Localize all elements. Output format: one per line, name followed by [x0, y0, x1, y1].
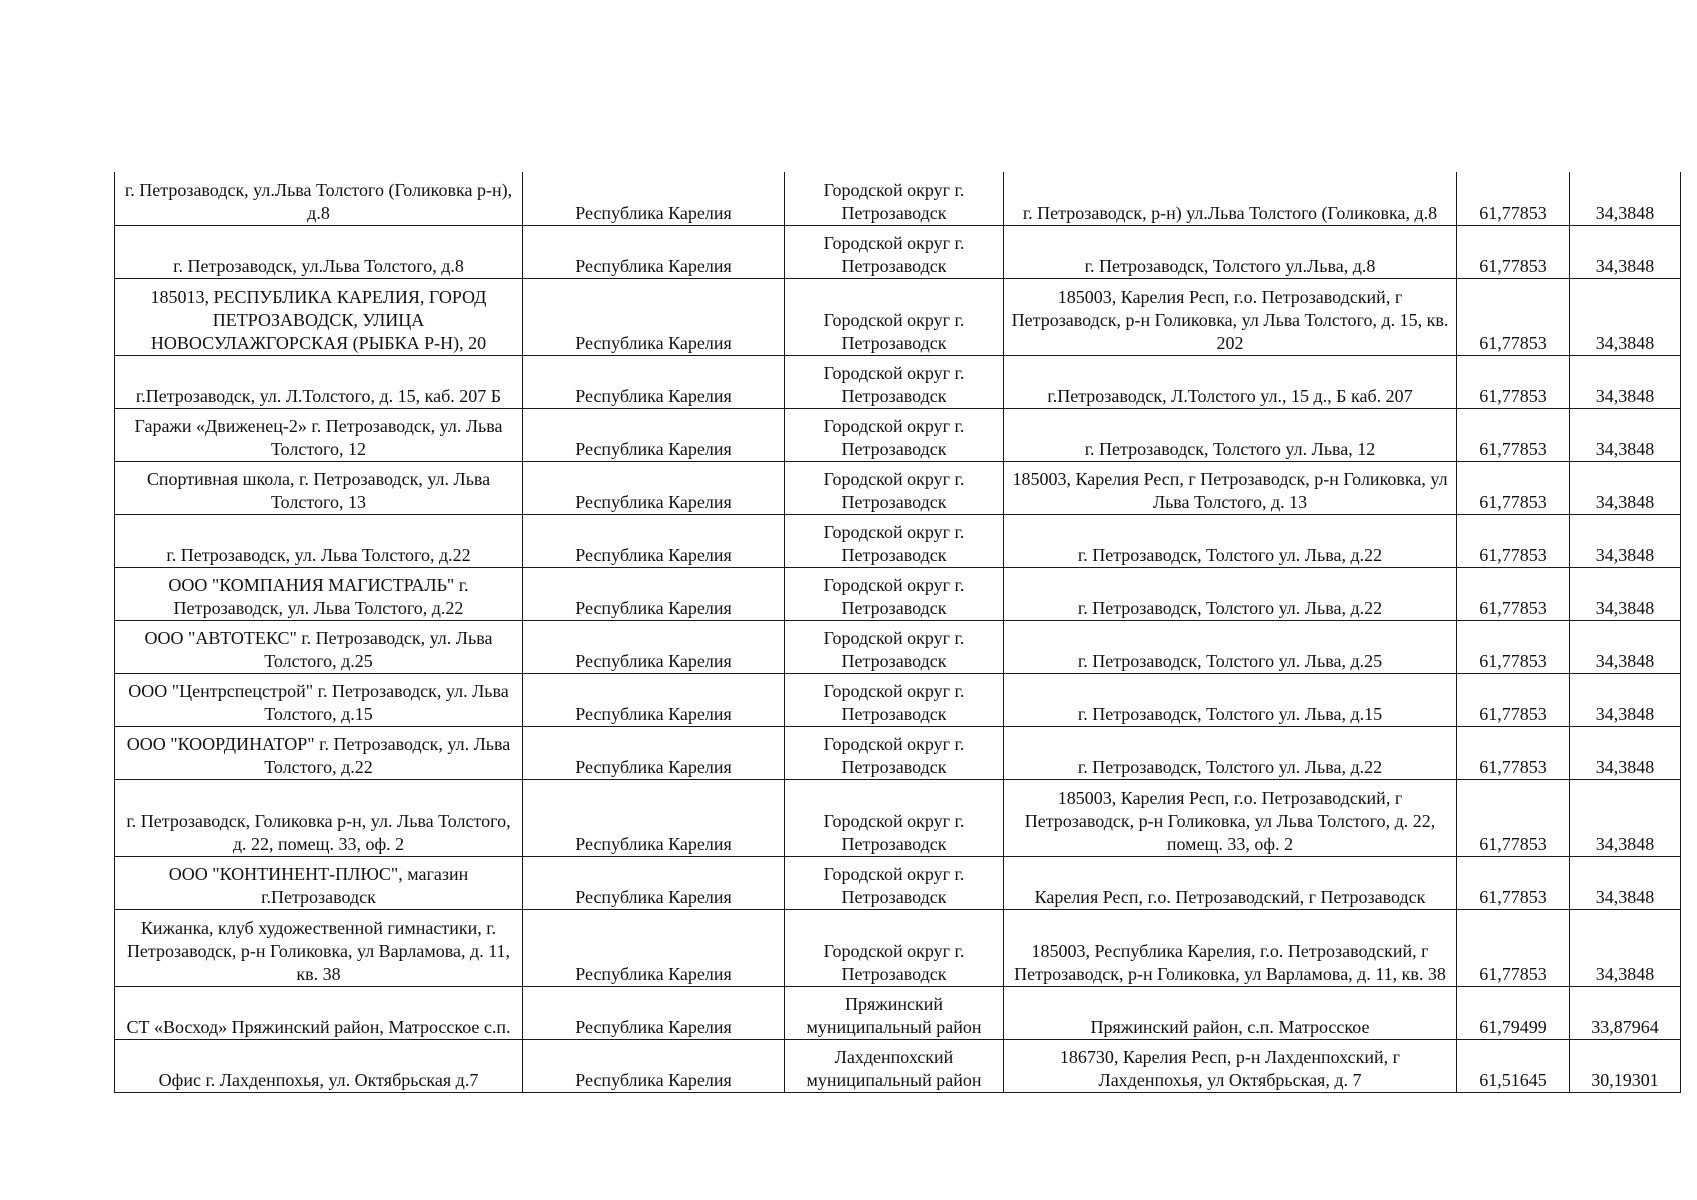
cell-municipality: Городской округ г. Петрозаводск	[785, 278, 1004, 355]
cell-geo-address: Пряжинский район, с.п. Матросское	[1004, 986, 1457, 1039]
cell-geo-address: г. Петрозаводск, Толстого ул. Льва, д.22	[1004, 514, 1457, 567]
cell-address: Офис г. Лахденпохья, ул. Октябрьская д.7	[115, 1039, 523, 1092]
cell-latitude: 61,77853	[1457, 673, 1570, 726]
cell-longitude: 33,87964	[1570, 986, 1681, 1039]
table-row	[115, 726, 1681, 779]
table-row	[115, 779, 1681, 856]
cell-latitude: 61,77853	[1457, 278, 1570, 355]
cell-address: ООО "Центрспецстрой" г. Петрозаводск, ул. Льва Толстого, д.15	[115, 673, 523, 726]
locations-table	[114, 172, 1681, 1093]
cell-longitude: 34,3848	[1570, 620, 1681, 673]
cell-region: Республика Карелия	[523, 172, 785, 225]
cell-longitude: 34,3848	[1570, 355, 1681, 408]
cell-address: ООО "АВТОТЕКС" г. Петрозаводск, ул. Льва Толстого, д.25	[115, 620, 523, 673]
cell-municipality: Городской округ г. Петрозаводск	[785, 172, 1004, 225]
cell-address: Кижанка, клуб художественной гимнастики, г. Петрозаводск, р-н Голиковка, ул Варламова, д. 11, кв. 38	[115, 909, 523, 986]
table-row	[115, 856, 1681, 909]
cell-geo-address: г. Петрозаводск, Толстого ул.Льва, д.8	[1004, 225, 1457, 278]
table-row	[115, 514, 1681, 567]
cell-region: Республика Карелия	[523, 355, 785, 408]
cell-address: Гаражи «Движенец-2» г. Петрозаводск, ул. Льва Толстого, 12	[115, 408, 523, 461]
cell-longitude: 34,3848	[1570, 225, 1681, 278]
cell-municipality: Городской округ г. Петрозаводск	[785, 225, 1004, 278]
cell-longitude: 34,3848	[1570, 567, 1681, 620]
cell-region: Республика Карелия	[523, 1039, 785, 1092]
cell-address: ООО "КООРДИНАТОР" г. Петрозаводск, ул. Льва Толстого, д.22	[115, 726, 523, 779]
cell-address: г.Петрозаводск, ул. Л.Толстого, д. 15, каб. 207 Б	[115, 355, 523, 408]
cell-latitude: 61,77853	[1457, 408, 1570, 461]
table-row	[115, 225, 1681, 278]
cell-geo-address: 185003, Карелия Респ, г.о. Петрозаводский, г Петрозаводск, р-н Голиковка, ул Льва Толстого, д. 22, помещ. 33, оф. 2	[1004, 779, 1457, 856]
table-row	[115, 673, 1681, 726]
cell-address: СТ «Восход» Пряжинский район, Матросское с.п.	[115, 986, 523, 1039]
cell-latitude: 61,77853	[1457, 726, 1570, 779]
cell-longitude: 34,3848	[1570, 278, 1681, 355]
cell-longitude: 34,3848	[1570, 856, 1681, 909]
document-sheet	[114, 172, 1680, 1093]
cell-address: 185013, РЕСПУБЛИКА КАРЕЛИЯ, ГОРОД ПЕТРОЗАВОДСК, УЛИЦА НОВОСУЛАЖГОРСКАЯ (РЫБКА Р-Н), 20	[115, 278, 523, 355]
cell-address: Спортивная школа, г. Петрозаводск, ул. Льва Толстого, 13	[115, 461, 523, 514]
cell-address: г. Петрозаводск, ул. Льва Толстого, д.22	[115, 514, 523, 567]
cell-address: ООО "КОМПАНИЯ МАГИСТРАЛЬ" г. Петрозаводск, ул. Льва Толстого, д.22	[115, 567, 523, 620]
cell-geo-address: 185003, Республика Карелия, г.о. Петрозаводский, г Петрозаводск, р-н Голиковка, ул Варламова, д. 11, кв. 38	[1004, 909, 1457, 986]
cell-geo-address: 185003, Карелия Респ, г.о. Петрозаводский, г Петрозаводск, р-н Голиковка, ул Льва Толстого, д. 15, кв. 202	[1004, 278, 1457, 355]
cell-geo-address: г. Петрозаводск, Толстого ул. Льва, д.25	[1004, 620, 1457, 673]
cell-municipality: Пряжинский муниципальный район	[785, 986, 1004, 1039]
cell-longitude: 34,3848	[1570, 514, 1681, 567]
cell-region: Республика Карелия	[523, 461, 785, 514]
cell-address: г. Петрозаводск, ул.Льва Толстого, д.8	[115, 225, 523, 278]
cell-region: Республика Карелия	[523, 986, 785, 1039]
cell-longitude: 34,3848	[1570, 779, 1681, 856]
cell-municipality: Городской округ г. Петрозаводск	[785, 779, 1004, 856]
cell-geo-address: г. Петрозаводск, р-н) ул.Льва Толстого (Голиковка, д.8	[1004, 172, 1457, 225]
cell-region: Республика Карелия	[523, 673, 785, 726]
cell-latitude: 61,77853	[1457, 620, 1570, 673]
cell-municipality: Городской округ г. Петрозаводск	[785, 514, 1004, 567]
cell-geo-address: г. Петрозаводск, Толстого ул. Льва, д.15	[1004, 673, 1457, 726]
cell-longitude: 34,3848	[1570, 673, 1681, 726]
cell-longitude: 34,3848	[1570, 172, 1681, 225]
cell-region: Республика Карелия	[523, 909, 785, 986]
cell-latitude: 61,77853	[1457, 172, 1570, 225]
cell-latitude: 61,77853	[1457, 909, 1570, 986]
cell-geo-address: г. Петрозаводск, Толстого ул. Льва, д.22	[1004, 726, 1457, 779]
table-row	[115, 567, 1681, 620]
cell-municipality: Городской округ г. Петрозаводск	[785, 726, 1004, 779]
cell-municipality: Городской округ г. Петрозаводск	[785, 567, 1004, 620]
table-row	[115, 172, 1681, 225]
cell-municipality: Лахденпохский муниципальный район	[785, 1039, 1004, 1092]
cell-longitude: 34,3848	[1570, 461, 1681, 514]
cell-region: Республика Карелия	[523, 567, 785, 620]
cell-latitude: 61,77853	[1457, 567, 1570, 620]
cell-longitude: 34,3848	[1570, 408, 1681, 461]
cell-latitude: 61,77853	[1457, 355, 1570, 408]
cell-region: Республика Карелия	[523, 408, 785, 461]
cell-region: Республика Карелия	[523, 856, 785, 909]
cell-latitude: 61,77853	[1457, 856, 1570, 909]
table-row	[115, 909, 1681, 986]
cell-region: Республика Карелия	[523, 779, 785, 856]
cell-latitude: 61,51645	[1457, 1039, 1570, 1092]
cell-region: Республика Карелия	[523, 278, 785, 355]
cell-municipality: Городской округ г. Петрозаводск	[785, 620, 1004, 673]
table-row	[115, 278, 1681, 355]
cell-address: ООО "КОНТИНЕНТ-ПЛЮС", магазин г.Петрозаводск	[115, 856, 523, 909]
table-body	[115, 172, 1681, 1092]
cell-address: г. Петрозаводск, Голиковка р-н, ул. Льва Толстого, д. 22, помещ. 33, оф. 2	[115, 779, 523, 856]
cell-municipality: Городской округ г. Петрозаводск	[785, 461, 1004, 514]
cell-latitude: 61,77853	[1457, 461, 1570, 514]
cell-region: Республика Карелия	[523, 225, 785, 278]
cell-municipality: Городской округ г. Петрозаводск	[785, 408, 1004, 461]
cell-longitude: 34,3848	[1570, 726, 1681, 779]
cell-geo-address: Карелия Респ, г.о. Петрозаводский, г Петрозаводск	[1004, 856, 1457, 909]
cell-longitude: 30,19301	[1570, 1039, 1681, 1092]
table-row	[115, 355, 1681, 408]
cell-geo-address: г.Петрозаводск, Л.Толстого ул., 15 д., Б каб. 207	[1004, 355, 1457, 408]
cell-region: Республика Карелия	[523, 514, 785, 567]
cell-municipality: Городской округ г. Петрозаводск	[785, 909, 1004, 986]
cell-municipality: Городской округ г. Петрозаводск	[785, 856, 1004, 909]
table-row	[115, 620, 1681, 673]
cell-municipality: Городской округ г. Петрозаводск	[785, 355, 1004, 408]
table-row	[115, 461, 1681, 514]
cell-geo-address: 186730, Карелия Респ, р-н Лахденпохский, г Лахденпохья, ул Октябрьская, д. 7	[1004, 1039, 1457, 1092]
cell-region: Республика Карелия	[523, 726, 785, 779]
table-row	[115, 408, 1681, 461]
cell-latitude: 61,77853	[1457, 779, 1570, 856]
cell-region: Республика Карелия	[523, 620, 785, 673]
cell-geo-address: г. Петрозаводск, Толстого ул. Льва, д.22	[1004, 567, 1457, 620]
cell-municipality: Городской округ г. Петрозаводск	[785, 673, 1004, 726]
cell-geo-address: г. Петрозаводск, Толстого ул. Льва, 12	[1004, 408, 1457, 461]
cell-longitude: 34,3848	[1570, 909, 1681, 986]
table-row	[115, 986, 1681, 1039]
cell-latitude: 61,77853	[1457, 514, 1570, 567]
cell-latitude: 61,77853	[1457, 225, 1570, 278]
cell-latitude: 61,79499	[1457, 986, 1570, 1039]
cell-geo-address: 185003, Карелия Респ, г Петрозаводск, р-н Голиковка, ул Льва Толстого, д. 13	[1004, 461, 1457, 514]
cell-address: г. Петрозаводск, ул.Льва Толстого (Голиковка р-н), д.8	[115, 172, 523, 225]
table-row	[115, 1039, 1681, 1092]
